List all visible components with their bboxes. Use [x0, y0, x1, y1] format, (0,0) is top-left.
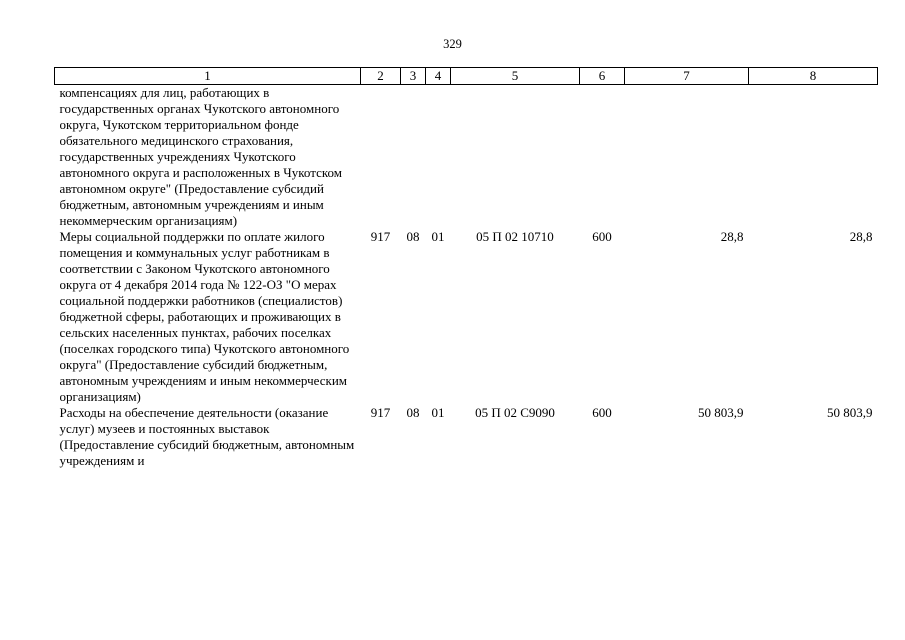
row-ministry-code: [361, 85, 401, 230]
budget-table: [54, 67, 878, 469]
column-header-6: 6: [580, 68, 625, 85]
row-amount-2: 28,8: [849, 229, 873, 244]
column-header-4: 4: [426, 68, 451, 85]
row-subsection-code: 01: [431, 229, 445, 244]
row-ministry-code: 917: [370, 229, 391, 244]
row-target-article: [451, 85, 580, 230]
row-amount-2: [749, 85, 878, 230]
row-amount-2: 50 803,9: [827, 405, 873, 420]
row-ministry-code: 917: [370, 405, 391, 420]
row-section-code: [401, 85, 426, 230]
column-header-3: 3: [401, 68, 426, 85]
table-row: [55, 405, 878, 469]
row-description: Меры социальной поддержки по оплате жилого помещения и коммунальных услуг работникам в соответствии с Законом Чукотского автономного округа от 4 декабря 2014 года № 122-ОЗ "О мерах социальной поддержки работников (специалистов) бюджетной сферы, работающих и проживающих в сельских населенных пунктах, рабочих поселках (поселках городского типа) Чукотского автономного округа" (Предоставление субсидий бюджетным, автономным учреждениям и иным некоммерческим организациям): [59, 229, 350, 404]
column-header-1: 1: [55, 68, 361, 85]
column-header-5: 5: [451, 68, 580, 85]
row-target-article: 05 П 02 10710: [476, 229, 554, 244]
row-description: Расходы на обеспечение деятельности (оказание услуг) музеев и постоянных выставок (Предоставление субсидий бюджетным, автономным учреждениям и: [59, 405, 355, 468]
table-header-row: [55, 68, 878, 85]
column-header-8: 8: [749, 68, 878, 85]
row-amount-1: [625, 85, 749, 230]
row-amount-1: 50 803,9: [698, 405, 744, 420]
row-expense-type: [580, 85, 625, 230]
row-target-article: 05 П 02 С9090: [475, 405, 555, 420]
row-section-code: 08: [406, 229, 420, 244]
column-header-2: 2: [361, 68, 401, 85]
row-description: компенсациях для лиц, работающих в государственных органах Чукотского автономного округа, Чукотском территориальном фонде обязательного медицинского страхования, государственных учреждениях Чукотского автономного округа и расположенных в Чукотском автономном округе" (Предоставление субсидий бюджетным, автономным учреждениям и иным некоммерческим организациям): [59, 85, 342, 228]
row-subsection-code: [426, 85, 451, 230]
table-row: [55, 85, 878, 230]
column-header-7: 7: [625, 68, 749, 85]
row-section-code: 08: [406, 405, 420, 420]
row-expense-type: 600: [592, 405, 612, 420]
table-row: [55, 229, 878, 405]
row-expense-type: 600: [592, 229, 612, 244]
page-number: 329: [443, 37, 462, 51]
row-amount-1: 28,8: [720, 229, 744, 244]
row-subsection-code: 01: [431, 405, 445, 420]
